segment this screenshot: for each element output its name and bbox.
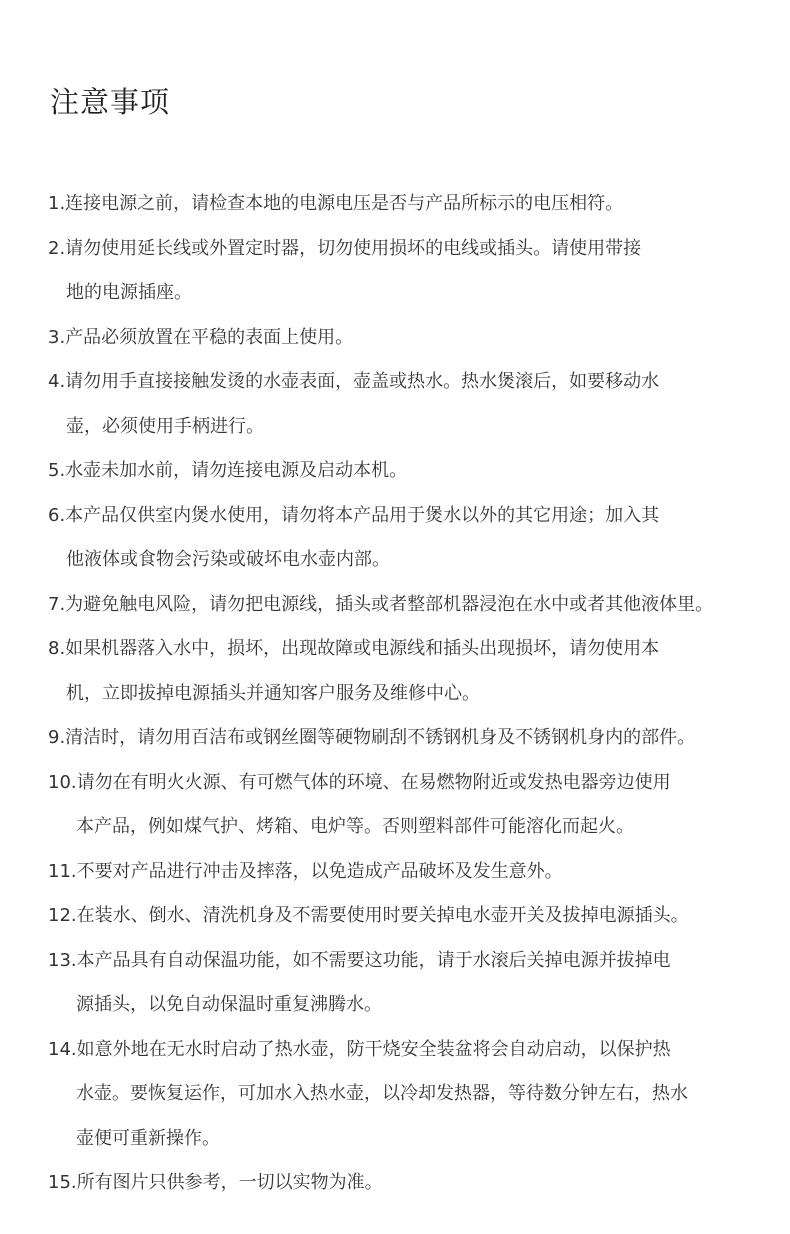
notice-list	[48, 182, 760, 1206]
notice-item-text: 14.如意外地在无水时启动了热水壶，防干烧安全装盆将会自动启动，以保护热	[48, 1038, 671, 1060]
notice-item-text-continued: 本产品，例如煤气护、烤箱、电炉等。否则塑料部件可能溶化而起火。	[76, 816, 634, 837]
notice-item	[48, 316, 760, 361]
notice-item	[48, 1028, 760, 1162]
notice-item	[48, 1161, 760, 1206]
notice-item-text-continued: 地的电源插座。	[66, 282, 192, 303]
notice-item-text-continued: 源插头，以免自动保温时重复沸腾水。	[76, 994, 382, 1015]
notice-item-text-continued: 水壶。要恢复运作，可加水入热水壶，以冷却发热器，等待数分钟左右，热水	[76, 1083, 688, 1104]
notice-item-text: 12.在装水、倒水、清洗机身及不需要使用时要关掉电水壶开关及拔掉电源插头。	[48, 905, 689, 926]
notice-item-text: 3.产品必须放置在平稳的表面上使用。	[48, 326, 354, 348]
notice-item-text: 8.如果机器落入水中，损坏，出现故障或电源线和插头出现损坏，请勿使用本	[48, 638, 660, 659]
notice-item-text-continued: 壶便可重新操作。	[76, 1127, 220, 1149]
notice-item-text-continued: 他液体或食物会污染或破坏电水壶内部。	[66, 549, 390, 570]
page-title: 注意事项	[50, 85, 171, 119]
notice-item	[48, 850, 760, 895]
notice-item	[48, 182, 760, 227]
notice-item-text: 15.所有图片只供参考，一切以实物为准。	[48, 1172, 383, 1193]
notice-item	[48, 227, 760, 316]
notice-item	[48, 583, 760, 628]
notice-item	[48, 360, 760, 449]
notice-item-text-continued: 壶，必须使用手柄进行。	[66, 415, 264, 437]
notice-item-text: 6.本产品仅供室内煲水使用，请勿将本产品用于煲水以外的其它用途；加入其	[48, 504, 660, 526]
notice-item-text: 11.不要对产品进行冲击及摔落，以免造成产品破坏及发生意外。	[48, 860, 563, 882]
notice-item-text: 2.请勿使用延长线或外置定时器，切勿使用损坏的电线或插头。请使用带接	[48, 237, 642, 259]
notice-item	[48, 449, 760, 494]
notice-item-text: 13.本产品具有自动保温功能，如不需要这功能，请于水滚后关掉电源并拔掉电	[48, 949, 671, 971]
notice-item	[48, 894, 760, 939]
notice-item	[48, 627, 760, 716]
notice-item-text: 10.请勿在有明火火源、有可燃气体的环境、在易燃物附近或发热电器旁边使用	[48, 771, 671, 793]
notice-item-text: 9.清洁时，请勿用百洁布或钢丝圈等硬物刷刮不锈钢机身及不锈钢机身内的部件。	[48, 727, 696, 748]
notice-item-text: 1.连接电源之前，请检查本地的电源电压是否与产品所标示的电压相符。	[48, 193, 624, 214]
notice-item-text: 5.水壶未加水前，请勿连接电源及启动本机。	[48, 460, 408, 481]
notice-item-text-continued: 机，立即拔掉电源插头并通知客户服务及维修中心。	[66, 682, 480, 704]
notice-item-text: 4.请勿用手直接接触发烫的水壶表面，壶盖或热水。热水煲滚后，如要移动水	[48, 371, 660, 392]
notice-item	[48, 939, 760, 1028]
notice-item-text: 7.为避免触电风险，请勿把电源线，插头或者整部机器浸泡在水中或者其他液体里。	[48, 593, 714, 615]
notice-item	[48, 494, 760, 583]
notice-item	[48, 761, 760, 850]
notice-item	[48, 716, 760, 761]
